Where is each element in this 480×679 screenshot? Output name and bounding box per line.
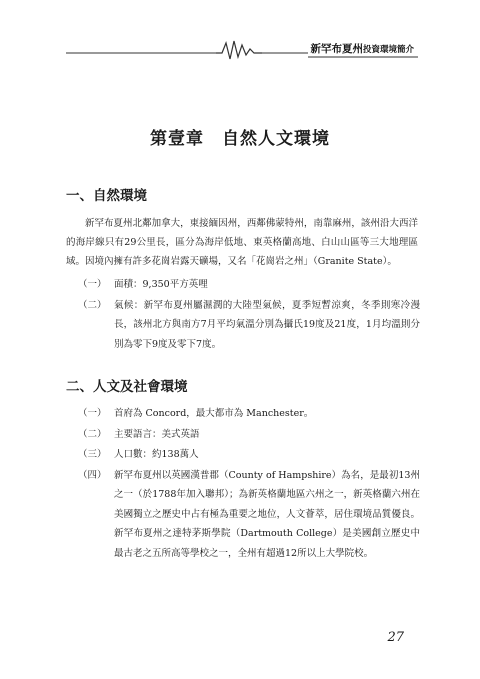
- list-item-text: 主要語言：美式英語: [114, 428, 200, 440]
- list-item-text: 人口數：約138萬人: [114, 449, 199, 460]
- list-marker: （一）: [78, 279, 107, 290]
- list-item-text: 面積：9,350平方英哩: [114, 279, 208, 290]
- list-item: [78, 296, 420, 355]
- list-item: [78, 404, 420, 424]
- list-item: [78, 445, 420, 465]
- section-heading-natural-environment: 一、自然環境: [66, 188, 147, 204]
- list-item: [78, 466, 420, 564]
- list-item-text: 首府為 Concord，最大都市為 Manchester。: [114, 408, 314, 419]
- cultural-environment-list: [78, 404, 420, 564]
- list-marker: （二）: [78, 428, 107, 440]
- list-marker: （四）: [78, 469, 107, 481]
- list-marker: （二）: [78, 299, 107, 311]
- header-title-subtitle: 投資環境簡介: [362, 45, 414, 55]
- list-item-text: 新罕布夏州以英國漢普郡（County of Hampshire）為名，是最初13州之一（於1788年加入聯邦）；為新英格蘭地區六州之一，新英格蘭六州在美國獨立之歷史中占有極為重要之地位，人文薈萃，居住環境品質優良。新罕布夏州之達特茅斯學院（Dartmouth College）是美國創立歷史中最古老之五所高等學校之一，全州有超過12所以上大學院校。: [114, 469, 420, 559]
- header-title-main: 新罕布夏州: [310, 43, 363, 55]
- natural-environment-list: [78, 275, 420, 355]
- list-marker: （一）: [78, 408, 107, 419]
- section-heading-cultural-social-environment: 二、人文及社會環境: [66, 379, 188, 395]
- chapter-title: 第壹章 自然人文環境: [150, 129, 330, 149]
- running-header: [66, 38, 418, 60]
- list-item-text: 氣候：新罕布夏州屬濕潤的大陸型氣候，夏季短暫涼爽，冬季則寒冷漫長，該州北方與南方7月平均氣溫分別為攝氏19度及21度，1月均溫則分別為零下9度及零下7度。: [114, 299, 420, 350]
- list-marker: （三）: [78, 449, 107, 460]
- list-item: [78, 425, 420, 445]
- page-number: 27: [387, 630, 404, 645]
- section-paragraph: 新罕布夏州北鄰加拿大，東接緬因州，西鄰佛蒙特州，南靠麻州，該州沿大西洋的海岸線只有29公里長，區分為海岸低地、東英格蘭高地、白山山區等三大地理區域。因境內擁有許多花崗岩露天礦場，又名「花崗岩之州」（Granite State）。: [66, 218, 418, 267]
- header-title: [310, 41, 414, 56]
- list-item: [78, 275, 420, 295]
